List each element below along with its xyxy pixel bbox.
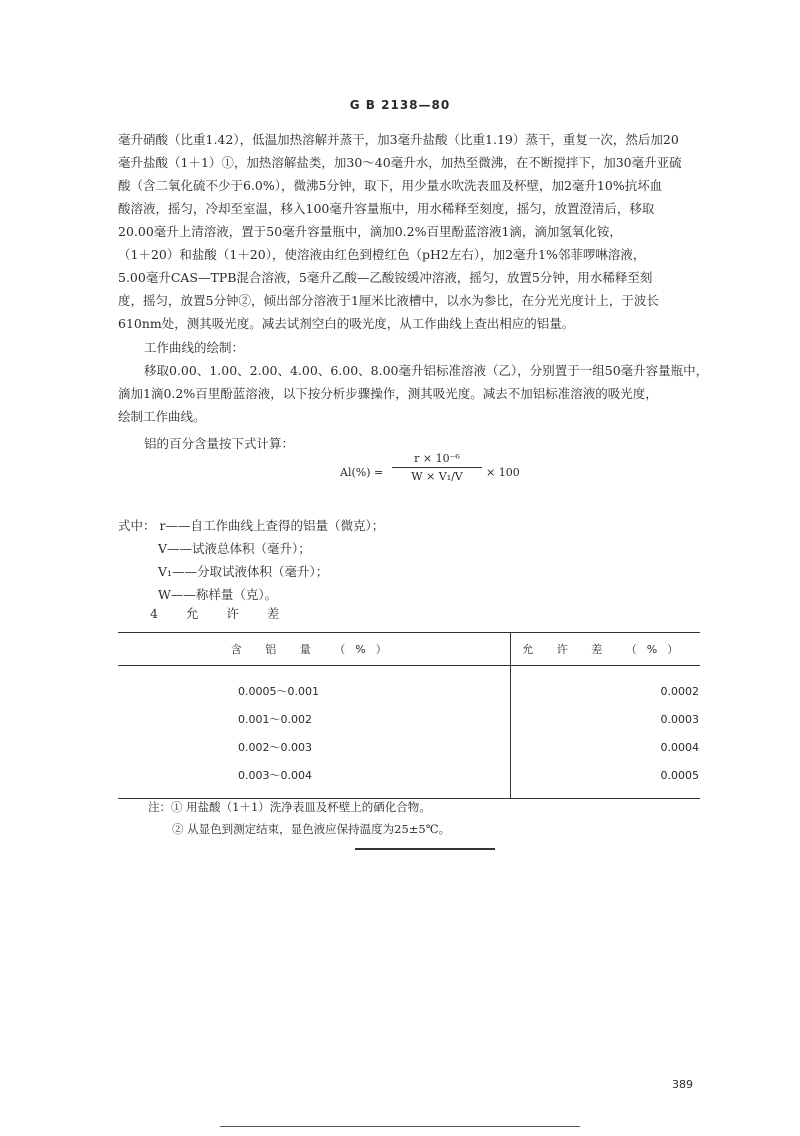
table-cell: 0.0005～0.001 (118, 666, 510, 706)
text-line: 20.00毫升上清溶液，置于50毫升容量瓶中，滴加0.2%百里酚蓝溶液1滴，滴加氢氧化铵， (118, 224, 622, 239)
text-line: 酸溶液，摇匀，冷却至室温，移入100毫升容量瓶中，用水稀释至刻度，摇匀，放置澄清后，移取 (118, 201, 655, 216)
text-line: 度，摇匀，放置5分钟②，倾出部分溶液于1厘米比液槽中，以水为参比，在分光光度计上，于波长 (118, 293, 659, 308)
table-cell: 0.002～0.003 (118, 733, 510, 761)
tolerance-section-title: 4 允 许 差 (150, 606, 292, 621)
table-cell: 0.003～0.004 (118, 761, 510, 799)
page-number: 389 (672, 1078, 693, 1091)
definition-item: V——试液总体积（毫升）； (158, 541, 311, 556)
table-cell: 0.0003 (660, 712, 699, 726)
text-line: 绘制工作曲线。 (118, 409, 206, 424)
bottom-divider (220, 1126, 580, 1127)
definition-item: W——称样量（克）。 (158, 587, 278, 602)
text-line: 毫升硝酸（比重1.42），低温加热溶解并蒸干，加3毫升盐酸（比重1.19）蒸干，重复一次，然后加20 (118, 132, 679, 147)
calc-heading: 铝的百分含量按下式计算： (144, 436, 295, 451)
table-cell: 0.0005 (510, 761, 700, 799)
table-cell: 0.0002 (660, 684, 699, 698)
footnotes (148, 796, 450, 840)
text-line: 酸（含二氧化硫不少于6.0%），微沸5分钟，取下，用少量水吹洗表皿及杯壁，加2毫升10%抗坏血 (118, 178, 663, 193)
text-line: 滴加1滴0.2%百里酚蓝溶液，以下按分析步骤操作，测其吸光度。减去不加铝标准溶液的吸光度， (118, 386, 658, 401)
table-row (118, 733, 700, 761)
definition-item: V₁——分取试液体积（毫升）； (158, 564, 329, 579)
footnote-item: ② 从显色到测定结束，显色液应保持温度为25±5℃。 (172, 822, 451, 836)
variable-definitions (118, 514, 384, 606)
curve-heading: 工作曲线的绘制： (144, 340, 245, 355)
analysis-procedure-paragraph (118, 128, 698, 335)
formula-rhs: × 100 (486, 466, 520, 479)
aluminum-percent-formula (340, 452, 540, 504)
text-line: 5.00毫升CAS—TPB混合溶液，5毫升乙酸—乙酸铵缓冲溶液，摇匀，放置5分钟，用水稀释至刻 (118, 270, 653, 285)
standard-code-header: G B 2138—80 (349, 98, 451, 112)
column-header-tolerance: 允 许 差 （%） (510, 633, 700, 666)
text-line: 毫升盐酸（1＋1）①，加热溶解盐类，加30～40毫升水，加热至微沸，在不断搅拌下，加30毫升亚硫 (118, 155, 682, 170)
section-end-rule (355, 848, 495, 850)
definition-item: 式中： r——自工作曲线上查得的铝量（微克）； (118, 518, 385, 533)
formula-lhs: Al(%) = (340, 466, 384, 479)
text-line: 移取0.00、1.00、2.00、4.00、6.00、8.00毫升铝标准溶液（乙），分别置于一组50毫升容量瓶中， (144, 363, 709, 378)
text-line: 610nm处，测其吸光度。减去试剂空白的吸光度，从工作曲线上查出相应的铝量。 (118, 316, 575, 331)
footnote-item: 注：① 用盐酸（1＋1）洗净表皿及杯壁上的硒化合物。 (148, 800, 431, 814)
table-row (118, 761, 700, 799)
table-row (118, 705, 700, 733)
formula-numerator: r × 10⁻⁶ (392, 452, 482, 468)
tolerance-table (118, 632, 700, 799)
table-row (118, 666, 700, 706)
working-curve-section (118, 336, 709, 455)
formula-denominator: W × V₁/V (411, 470, 463, 483)
table-cell: 0.001～0.002 (118, 705, 510, 733)
table-cell: 0.0004 (660, 740, 699, 754)
formula-fraction (392, 452, 482, 483)
table-header-row (118, 633, 700, 666)
text-line: （1＋20）和盐酸（1＋20），使溶液由红色到橙红色（pH2左右），加2毫升1%邻菲啰啉溶液， (118, 247, 646, 262)
column-header-content: 含 铝 量 （%） (118, 633, 510, 666)
